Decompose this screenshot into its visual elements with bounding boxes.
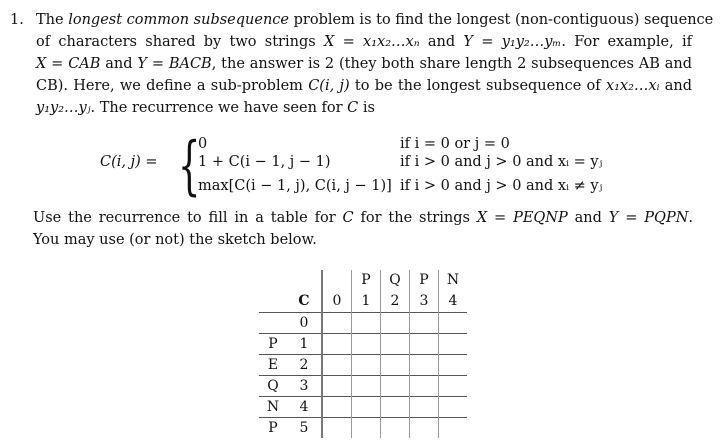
table-cell[interactable]	[410, 355, 439, 376]
text-segment: and	[659, 78, 693, 94]
table-row	[259, 355, 467, 376]
case-condition: if i = 0 or j = 0	[400, 136, 510, 152]
table-cell[interactable]	[410, 418, 439, 439]
math-expression: CAB	[68, 56, 101, 72]
math-expression: y₁y₂…yₘ	[501, 34, 562, 50]
col-index: 3	[410, 290, 439, 313]
text-segment: =	[146, 56, 169, 72]
table-cell[interactable]	[322, 313, 352, 334]
text-segment: =	[473, 34, 502, 50]
table-cell[interactable]	[352, 418, 381, 439]
math-expression: Y	[137, 56, 147, 72]
table-cell[interactable]	[322, 418, 352, 439]
text-segment: and	[419, 34, 464, 50]
table-cell[interactable]	[381, 313, 410, 334]
table-cell[interactable]	[439, 355, 468, 376]
table-corner-label: C	[287, 290, 322, 313]
math-expression: C	[347, 100, 359, 116]
text-segment: problem is to find the longest (non-contiguous) sequence	[289, 12, 714, 28]
table-cell[interactable]	[381, 376, 410, 397]
math-expression: X	[323, 34, 335, 50]
statement-line	[36, 11, 714, 29]
table-cell[interactable]	[439, 334, 468, 355]
case-value: 1 + C(i − 1, j − 1)	[198, 154, 331, 170]
table-cell[interactable]	[352, 355, 381, 376]
math-expression: Y	[463, 34, 473, 50]
text-segment: =	[487, 210, 514, 226]
text-segment: =	[46, 56, 69, 72]
text-segment: =	[334, 34, 364, 50]
text-segment: Use the recurrence to fill in a table for	[33, 210, 343, 226]
table-cell[interactable]	[439, 418, 468, 439]
table-cell[interactable]	[352, 334, 381, 355]
row-index: 4	[287, 397, 322, 418]
table-cell[interactable]	[439, 397, 468, 418]
row-letter	[259, 313, 287, 334]
math-expression: PEQNP	[513, 210, 568, 226]
table-cell[interactable]	[410, 376, 439, 397]
math-expression: Y	[608, 210, 619, 226]
row-letter: P	[259, 334, 287, 355]
left-brace-icon: {	[178, 129, 201, 203]
text-segment: You may use (or not) the sketch below.	[33, 232, 317, 248]
table-cell[interactable]	[352, 376, 381, 397]
text-segment: CB). Here, we define a sub-problem	[36, 78, 309, 94]
math-expression: X	[476, 210, 488, 226]
row-letter: N	[259, 397, 287, 418]
math-expression: x₁x₂…xᵢ	[605, 78, 660, 94]
table-row	[259, 334, 467, 355]
math-expression: C	[342, 210, 354, 226]
col-letter: P	[352, 270, 381, 290]
case-condition: if i > 0 and j > 0 and xᵢ ≠ yⱼ	[400, 178, 603, 194]
col-letter: P	[410, 270, 439, 290]
row-letter: E	[259, 355, 287, 376]
col-index: 2	[381, 290, 410, 313]
table-cell[interactable]	[410, 334, 439, 355]
instruction-line	[33, 209, 693, 227]
table-cell[interactable]	[439, 376, 468, 397]
table-cell[interactable]	[322, 397, 352, 418]
case-value: 0	[198, 136, 208, 152]
text-segment: for the strings	[353, 210, 477, 226]
row-index: 5	[287, 418, 322, 439]
statement-line	[36, 55, 692, 73]
table-row	[259, 313, 467, 334]
case-condition: if i > 0 and j > 0 and xᵢ = yⱼ	[400, 154, 603, 170]
math-expression: x₁x₂…xₙ	[363, 34, 420, 50]
text-segment: and	[567, 210, 609, 226]
table-row	[259, 397, 467, 418]
lcs-table	[259, 270, 467, 438]
math-expression: longest common subsequence	[68, 12, 290, 28]
table-cell[interactable]	[439, 313, 468, 334]
row-index: 0	[287, 313, 322, 334]
math-expression: BACB	[168, 56, 212, 72]
table-cell[interactable]	[381, 355, 410, 376]
row-letter: P	[259, 418, 287, 439]
instruction-line	[33, 231, 693, 249]
math-expression: C(i, j)	[308, 78, 350, 94]
col-index: 4	[439, 290, 468, 313]
table-cell[interactable]	[381, 334, 410, 355]
text-segment: is	[358, 100, 375, 116]
problem-number: 1.	[10, 12, 24, 28]
col-index: 0	[322, 290, 352, 313]
text-segment: The	[36, 12, 69, 28]
text-segment: . The recurrence we have seen for	[90, 100, 348, 116]
case-value: max[C(i − 1, j), C(i, j − 1)]	[198, 178, 392, 194]
table-cell[interactable]	[410, 397, 439, 418]
equation-lhs: C(i, j) =	[100, 154, 158, 170]
table-header-letters	[259, 270, 467, 290]
table-cell[interactable]	[352, 313, 381, 334]
text-segment: to be the longest subsequence of	[349, 78, 606, 94]
row-index: 3	[287, 376, 322, 397]
col-letter	[322, 270, 352, 290]
text-segment: . For example, if	[561, 34, 692, 50]
statement-line	[36, 77, 692, 95]
text-segment: =	[618, 210, 645, 226]
table-cell[interactable]	[322, 355, 352, 376]
row-letter: Q	[259, 376, 287, 397]
table-header-indices	[259, 290, 467, 313]
table-cell[interactable]	[322, 376, 352, 397]
math-expression: PQPN	[644, 210, 689, 226]
statement-line	[36, 99, 692, 117]
table-cell[interactable]	[381, 397, 410, 418]
math-expression: X	[36, 56, 47, 72]
text-segment: , the answer is 2 (they both share length 2 subsequences AB and	[211, 56, 693, 72]
table-row	[259, 418, 467, 439]
table-row	[259, 376, 467, 397]
row-index: 1	[287, 334, 322, 355]
col-letter: N	[439, 270, 468, 290]
table-cell[interactable]	[410, 313, 439, 334]
row-index: 2	[287, 355, 322, 376]
table-cell[interactable]	[322, 334, 352, 355]
col-letter: Q	[381, 270, 410, 290]
text-segment: and	[100, 56, 138, 72]
text-segment: .	[688, 210, 693, 226]
text-segment: of characters shared by two strings	[36, 34, 324, 50]
col-index: 1	[352, 290, 381, 313]
statement-line	[36, 33, 692, 51]
table-cell[interactable]	[381, 418, 410, 439]
table-cell[interactable]	[352, 397, 381, 418]
math-expression: y₁y₂…yⱼ	[36, 100, 91, 116]
